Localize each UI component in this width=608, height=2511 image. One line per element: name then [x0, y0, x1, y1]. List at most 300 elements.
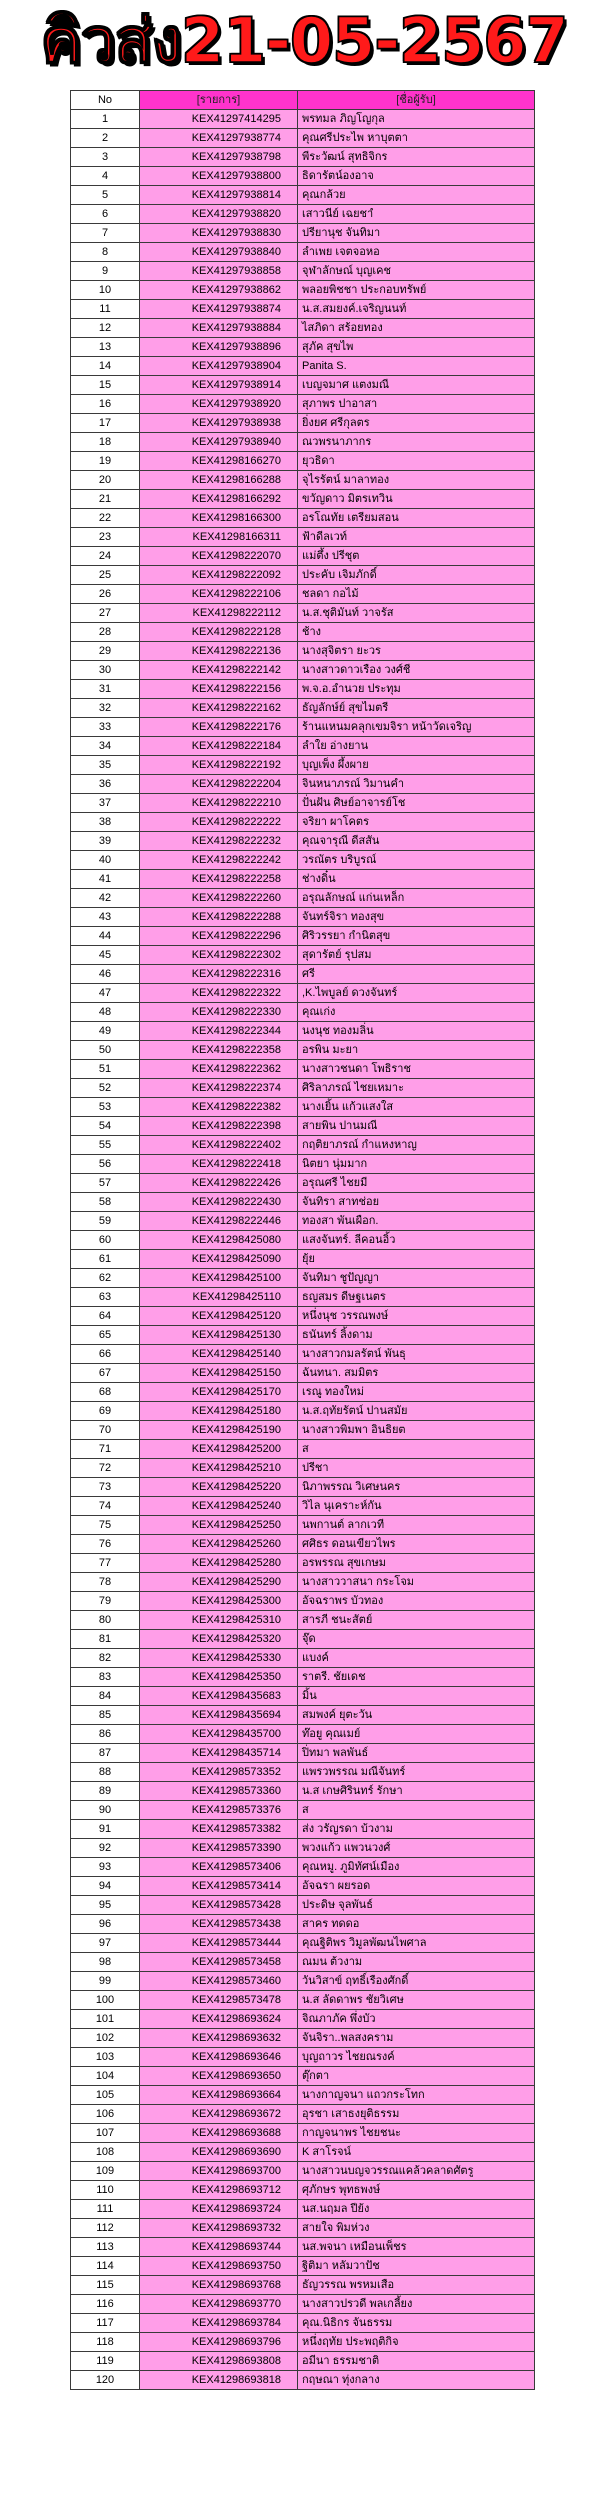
row-number: 103	[71, 2048, 140, 2067]
tracking-number: KEX41298693770	[140, 2295, 298, 2314]
recipient-name: Panita S.	[298, 357, 535, 376]
recipient-name: พลอยพิชชา ประกอบทรัพย์	[298, 281, 535, 300]
row-number: 3	[71, 148, 140, 167]
row-number: 90	[71, 1801, 140, 1820]
row-number: 41	[71, 870, 140, 889]
recipient-name: ธิดารัตน์องอาจ	[298, 167, 535, 186]
table-row	[71, 1421, 535, 1440]
tracking-number: KEX41298573478	[140, 1991, 298, 2010]
table-row	[71, 1250, 535, 1269]
row-number: 59	[71, 1212, 140, 1231]
row-number: 65	[71, 1326, 140, 1345]
recipient-name: จิณภาภัค พึ่งบัว	[298, 2010, 535, 2029]
row-number: 63	[71, 1288, 140, 1307]
recipient-name: นางสาวพิมพา อินธิยต	[298, 1421, 535, 1440]
recipient-name: นางสาวดาวเรือง วงศ์ชี	[298, 661, 535, 680]
recipient-name: หนึ่งนุช วรรณพงษ์	[298, 1307, 535, 1326]
row-number: 66	[71, 1345, 140, 1364]
row-number: 21	[71, 490, 140, 509]
recipient-name: ปั่นฝัน ศิษย์อาจารย์โช	[298, 794, 535, 813]
table-row	[71, 300, 535, 319]
table-row	[71, 509, 535, 528]
tracking-number: KEX41298573382	[140, 1820, 298, 1839]
recipient-name: ท๊อยู คุณเมย์	[298, 1725, 535, 1744]
table-row	[71, 2143, 535, 2162]
table-row	[71, 1554, 535, 1573]
tracking-number: KEX41298693672	[140, 2105, 298, 2124]
recipient-name: นางสาวปรวดี พลเกลี้ยง	[298, 2295, 535, 2314]
table-row	[71, 680, 535, 699]
table-row	[71, 1288, 535, 1307]
recipient-name: กฤษณา ทุ่งกลาง	[298, 2371, 535, 2390]
recipient-name: คุณหมู. ภูมิทัศน์เมือง	[298, 1858, 535, 1877]
row-number: 116	[71, 2295, 140, 2314]
table-row	[71, 851, 535, 870]
tracking-number: KEX41298573406	[140, 1858, 298, 1877]
table-row	[71, 2048, 535, 2067]
row-number: 49	[71, 1022, 140, 1041]
table-row	[71, 1744, 535, 1763]
table-row	[71, 2314, 535, 2333]
table-row	[71, 148, 535, 167]
table-row	[71, 186, 535, 205]
row-number: 86	[71, 1725, 140, 1744]
row-number: 83	[71, 1668, 140, 1687]
recipient-name: ปรียานุช จันทิมา	[298, 224, 535, 243]
table-row	[71, 2352, 535, 2371]
recipient-name: ส	[298, 1801, 535, 1820]
tracking-number: KEX41298693768	[140, 2276, 298, 2295]
tracking-number: KEX41298222382	[140, 1098, 298, 1117]
recipient-name: จินหนาภรณ์ วิมานคำ	[298, 775, 535, 794]
tracking-number: KEX41298425280	[140, 1554, 298, 1573]
table-row	[71, 1915, 535, 1934]
recipient-name: เรณู ทองใหม่	[298, 1383, 535, 1402]
table-row	[71, 376, 535, 395]
recipient-name: นิภาพรรณ วิเศษนคร	[298, 1478, 535, 1497]
row-number: 19	[71, 452, 140, 471]
row-number: 108	[71, 2143, 140, 2162]
recipient-name: ขวัญดาว มิตรเทวิน	[298, 490, 535, 509]
tracking-number: KEX41298166311	[140, 528, 298, 547]
recipient-name: จุ๊ด	[298, 1630, 535, 1649]
row-number: 76	[71, 1535, 140, 1554]
table-row	[71, 1782, 535, 1801]
tracking-number: KEX41298222446	[140, 1212, 298, 1231]
table-row	[71, 2124, 535, 2143]
row-number: 57	[71, 1174, 140, 1193]
recipient-name: อรโณทัย เตรียมสอน	[298, 509, 535, 528]
recipient-name: ธัญลักษ์ย์ สุขไมตรี	[298, 699, 535, 718]
tracking-number: KEX41298573376	[140, 1801, 298, 1820]
table-row	[71, 2333, 535, 2352]
recipient-name: คุณกล้วย	[298, 186, 535, 205]
recipient-name: ศศิธร ดอนเขียวไพร	[298, 1535, 535, 1554]
table-row	[71, 794, 535, 813]
table-row	[71, 262, 535, 281]
tracking-number: KEX41298693796	[140, 2333, 298, 2352]
tracking-number: KEX41297938896	[140, 338, 298, 357]
row-number: 95	[71, 1896, 140, 1915]
table-row	[71, 1117, 535, 1136]
row-number: 43	[71, 908, 140, 927]
recipient-name: จันทร์จิรา ทองสุข	[298, 908, 535, 927]
tracking-number: KEX41298425260	[140, 1535, 298, 1554]
table-row	[71, 1497, 535, 1516]
recipient-name: อัจฉราพร บัวทอง	[298, 1592, 535, 1611]
table-row	[71, 1592, 535, 1611]
tracking-number: KEX41298573414	[140, 1877, 298, 1896]
table-row	[71, 1212, 535, 1231]
tracking-number: KEX41298693664	[140, 2086, 298, 2105]
recipient-name: น.ส เกษศิรินทร์ รักษา	[298, 1782, 535, 1801]
tracking-number: KEX41298222322	[140, 984, 298, 1003]
tracking-number: KEX41298693690	[140, 2143, 298, 2162]
row-number: 16	[71, 395, 140, 414]
table-row	[71, 870, 535, 889]
tracking-number: KEX41298222112	[140, 604, 298, 623]
recipient-name: พีระวัฒน์ สุทธิจิกร	[298, 148, 535, 167]
recipient-name: นงนุช ทองมลิ่น	[298, 1022, 535, 1041]
table-row	[71, 1440, 535, 1459]
row-number: 75	[71, 1516, 140, 1535]
recipient-name: น.ส.สมยงค์.เจริญนนท์	[298, 300, 535, 319]
recipient-name: คุณฐิติพร วิมูลพัฒนไพศาล	[298, 1934, 535, 1953]
tracking-number: KEX41298222398	[140, 1117, 298, 1136]
row-number: 47	[71, 984, 140, 1003]
tracking-number: KEX41297938904	[140, 357, 298, 376]
table-row	[71, 1687, 535, 1706]
table-row	[71, 2067, 535, 2086]
row-number: 17	[71, 414, 140, 433]
row-number: 80	[71, 1611, 140, 1630]
row-number: 45	[71, 946, 140, 965]
recipient-name: วิไล นุเคราะห์กัน	[298, 1497, 535, 1516]
table-row	[71, 1611, 535, 1630]
table-row	[71, 889, 535, 908]
table-row	[71, 1649, 535, 1668]
row-number: 32	[71, 699, 140, 718]
row-number: 85	[71, 1706, 140, 1725]
table-row	[71, 1060, 535, 1079]
tracking-number: KEX41298425090	[140, 1250, 298, 1269]
tracking-number: KEX41298693818	[140, 2371, 298, 2390]
recipient-name: ณวพรนาภากร	[298, 433, 535, 452]
table-row	[71, 2086, 535, 2105]
table-row	[71, 1231, 535, 1250]
table-row	[71, 2105, 535, 2124]
tracking-number: KEX41297938830	[140, 224, 298, 243]
tracking-number: KEX41298425320	[140, 1630, 298, 1649]
recipient-name: คุณศรีประไพ หาบุตตา	[298, 129, 535, 148]
tracking-number: KEX41298693632	[140, 2029, 298, 2048]
recipient-name: ธัญวรรณ พรหมเสือ	[298, 2276, 535, 2295]
tracking-number: KEX41298435694	[140, 1706, 298, 1725]
table-row	[71, 1155, 535, 1174]
tracking-number: KEX41298573352	[140, 1763, 298, 1782]
tracking-number: KEX41298166300	[140, 509, 298, 528]
recipient-name: บุญเพ็ง ผึ้งผาย	[298, 756, 535, 775]
row-number: 9	[71, 262, 140, 281]
table-row	[71, 2010, 535, 2029]
recipient-name: จันจิรา..พลสงคราม	[298, 2029, 535, 2048]
table-row	[71, 205, 535, 224]
table-row	[71, 110, 535, 129]
table-row	[71, 604, 535, 623]
table-row	[71, 832, 535, 851]
tracking-number: KEX41298222258	[140, 870, 298, 889]
recipient-name: ศุภักษร พุทธพงษ์	[298, 2181, 535, 2200]
table-row	[71, 813, 535, 832]
table-row	[71, 1896, 535, 1915]
table-header-row	[71, 91, 535, 110]
tracking-number: KEX41298693750	[140, 2257, 298, 2276]
tracking-number: KEX41298435714	[140, 1744, 298, 1763]
row-number: 50	[71, 1041, 140, 1060]
recipient-name: อมีนา ธรรมชาติ	[298, 2352, 535, 2371]
recipient-name: ประคับ เจิมภักดิ์	[298, 566, 535, 585]
row-number: 72	[71, 1459, 140, 1478]
table-row	[71, 2181, 535, 2200]
tracking-number: KEX41298222316	[140, 965, 298, 984]
title-banner	[0, 0, 608, 84]
row-number: 101	[71, 2010, 140, 2029]
tracking-number: KEX41298573458	[140, 1953, 298, 1972]
row-number: 23	[71, 528, 140, 547]
tracking-number: KEX41298222128	[140, 623, 298, 642]
row-number: 55	[71, 1136, 140, 1155]
recipient-name: ยิ่งยศ ศรีกุลตร	[298, 414, 535, 433]
tracking-number: KEX41298425210	[140, 1459, 298, 1478]
tracking-number: KEX41298222222	[140, 813, 298, 832]
row-number: 118	[71, 2333, 140, 2352]
table-row	[71, 1972, 535, 1991]
tracking-number: KEX41298425140	[140, 1345, 298, 1364]
tracking-number: KEX41298222142	[140, 661, 298, 680]
recipient-name: มิ้น	[298, 1687, 535, 1706]
row-number: 39	[71, 832, 140, 851]
tracking-number: KEX41297938884	[140, 319, 298, 338]
table-row	[71, 1269, 535, 1288]
table-row	[71, 775, 535, 794]
shipping-queue-table	[70, 90, 535, 2390]
row-number: 10	[71, 281, 140, 300]
tracking-number: KEX41298573460	[140, 1972, 298, 1991]
recipient-name: ศิริวรรยา กำนิตสุข	[298, 927, 535, 946]
tracking-number: KEX41297938914	[140, 376, 298, 395]
table-row	[71, 338, 535, 357]
tracking-number: KEX41298222242	[140, 851, 298, 870]
row-number: 100	[71, 1991, 140, 2010]
table-row	[71, 1307, 535, 1326]
tracking-number: KEX41298222374	[140, 1079, 298, 1098]
recipient-name: ส	[298, 1440, 535, 1459]
row-number: 77	[71, 1554, 140, 1573]
tracking-number: KEX41298425130	[140, 1326, 298, 1345]
recipient-name: ศรี	[298, 965, 535, 984]
page-title: คิวส่ง21-05-2567	[40, 4, 568, 77]
table-row	[71, 965, 535, 984]
recipient-name: จุฬาลักษณ์ บุญเคช	[298, 262, 535, 281]
tracking-number: KEX41298222430	[140, 1193, 298, 1212]
table-row	[71, 1022, 535, 1041]
tracking-number: KEX41297938920	[140, 395, 298, 414]
tracking-number: KEX41298222156	[140, 680, 298, 699]
table-row	[71, 756, 535, 775]
table-row	[71, 718, 535, 737]
row-number: 25	[71, 566, 140, 585]
table-row	[71, 281, 535, 300]
table-row	[71, 1725, 535, 1744]
row-number: 102	[71, 2029, 140, 2048]
tracking-number: KEX41297938874	[140, 300, 298, 319]
recipient-name: ธนันทร์ ลิ้งดาม	[298, 1326, 535, 1345]
table-row	[71, 129, 535, 148]
row-number: 94	[71, 1877, 140, 1896]
recipient-name: ช่างดิ๋น	[298, 870, 535, 889]
row-number: 109	[71, 2162, 140, 2181]
table-row	[71, 1041, 535, 1060]
tracking-number: KEX41298222184	[140, 737, 298, 756]
row-number: 60	[71, 1231, 140, 1250]
tracking-number: KEX41298222296	[140, 927, 298, 946]
table-row	[71, 2238, 535, 2257]
tracking-number: KEX41298222418	[140, 1155, 298, 1174]
row-number: 84	[71, 1687, 140, 1706]
row-number: 2	[71, 129, 140, 148]
row-number: 82	[71, 1649, 140, 1668]
row-number: 68	[71, 1383, 140, 1402]
tracking-number: KEX41297938798	[140, 148, 298, 167]
row-number: 27	[71, 604, 140, 623]
tracking-number: KEX41298425080	[140, 1231, 298, 1250]
recipient-name: จันทิรา สาทช่อย	[298, 1193, 535, 1212]
tracking-number: KEX41298693688	[140, 2124, 298, 2143]
recipient-name: สายพิน ปานมณี	[298, 1117, 535, 1136]
row-number: 89	[71, 1782, 140, 1801]
recipient-name: พรทมล ภิญโญกุล	[298, 110, 535, 129]
row-number: 33	[71, 718, 140, 737]
tracking-number: KEX41298573390	[140, 1839, 298, 1858]
tracking-number: KEX41298693808	[140, 2352, 298, 2371]
recipient-name: วรณัตร บริบูรณ์	[298, 851, 535, 870]
row-number: 22	[71, 509, 140, 528]
row-number: 106	[71, 2105, 140, 2124]
row-number: 81	[71, 1630, 140, 1649]
table-row	[71, 1383, 535, 1402]
tracking-number: KEX41298222426	[140, 1174, 298, 1193]
recipient-name: นางสาวกมลรัตน์ พันธุ	[298, 1345, 535, 1364]
row-number: 73	[71, 1478, 140, 1497]
tracking-number: KEX41298693646	[140, 2048, 298, 2067]
table-row	[71, 1098, 535, 1117]
row-number: 67	[71, 1364, 140, 1383]
table-row	[71, 1991, 535, 2010]
tracking-number: KEX41298425240	[140, 1497, 298, 1516]
row-number: 56	[71, 1155, 140, 1174]
table-row	[71, 946, 535, 965]
row-number: 52	[71, 1079, 140, 1098]
recipient-name: สาคร ทดดอ	[298, 1915, 535, 1934]
recipient-name: อรพิน มะยา	[298, 1041, 535, 1060]
table-row	[71, 1003, 535, 1022]
row-number: 69	[71, 1402, 140, 1421]
tracking-number: KEX41298425110	[140, 1288, 298, 1307]
tracking-number: KEX41298222092	[140, 566, 298, 585]
recipient-name: ฟ้าดีลเวท์	[298, 528, 535, 547]
tracking-number: KEX41298425250	[140, 1516, 298, 1535]
table-row	[71, 167, 535, 186]
recipient-name: คุณ.นิธิกร จันธรรม	[298, 2314, 535, 2333]
tracking-number: KEX41297938800	[140, 167, 298, 186]
header-item: [รายการ]	[140, 91, 298, 110]
row-number: 92	[71, 1839, 140, 1858]
table-row	[71, 452, 535, 471]
table-row	[71, 2162, 535, 2181]
row-number: 87	[71, 1744, 140, 1763]
recipient-name: ณมน ต้วงาม	[298, 1953, 535, 1972]
row-number: 5	[71, 186, 140, 205]
tracking-number: KEX41298425190	[140, 1421, 298, 1440]
tracking-number: KEX41298166292	[140, 490, 298, 509]
recipient-name: พ.จ.อ.อำนวย ประทุม	[298, 680, 535, 699]
table-row	[71, 908, 535, 927]
table-row	[71, 1402, 535, 1421]
table-row	[71, 2200, 535, 2219]
table-row	[71, 471, 535, 490]
row-number: 96	[71, 1915, 140, 1934]
row-number: 29	[71, 642, 140, 661]
recipient-name: สายใจ พิมห่วง	[298, 2219, 535, 2238]
table-row	[71, 1706, 535, 1725]
tracking-number: KEX41298222260	[140, 889, 298, 908]
tracking-number: KEX41297414295	[140, 110, 298, 129]
table-row	[71, 414, 535, 433]
recipient-name: เสาวนีย์ เฉยชาํ	[298, 205, 535, 224]
recipient-name: แพรวพรรณ มณีจันทร์	[298, 1763, 535, 1782]
table-row	[71, 1630, 535, 1649]
row-number: 88	[71, 1763, 140, 1782]
table-row	[71, 547, 535, 566]
row-number: 28	[71, 623, 140, 642]
tracking-number: KEX41298425180	[140, 1402, 298, 1421]
tracking-number: KEX41298573444	[140, 1934, 298, 1953]
tracking-number: KEX41298222162	[140, 699, 298, 718]
recipient-name: ยุวธิดา	[298, 452, 535, 471]
table-row	[71, 1801, 535, 1820]
tracking-number: KEX41298693624	[140, 2010, 298, 2029]
recipient-name: อัจฉรา ผยรอด	[298, 1877, 535, 1896]
table-row	[71, 1839, 535, 1858]
tracking-number: KEX41298222402	[140, 1136, 298, 1155]
recipient-name: น.ส ลัดดาพร ชัยวิเศษ	[298, 1991, 535, 2010]
tracking-number: KEX41297938820	[140, 205, 298, 224]
recipient-name: แม่ตึ้ง ปรีชุต	[298, 547, 535, 566]
tracking-number: KEX41298222358	[140, 1041, 298, 1060]
table-row	[71, 433, 535, 452]
tracking-number: KEX41298693784	[140, 2314, 298, 2333]
tracking-number: KEX41298693732	[140, 2219, 298, 2238]
table-row	[71, 566, 535, 585]
table-row	[71, 490, 535, 509]
recipient-name: ลำเพย เจตจอหอ	[298, 243, 535, 262]
row-number: 31	[71, 680, 140, 699]
table-row	[71, 737, 535, 756]
recipient-name: นส.นฤมล ปีย้ง	[298, 2200, 535, 2219]
row-number: 30	[71, 661, 140, 680]
recipient-name: ฐิติมา หลัมวาปัช	[298, 2257, 535, 2276]
recipient-name: ,K.ไพบูลย์ ดวงจันทร์	[298, 984, 535, 1003]
